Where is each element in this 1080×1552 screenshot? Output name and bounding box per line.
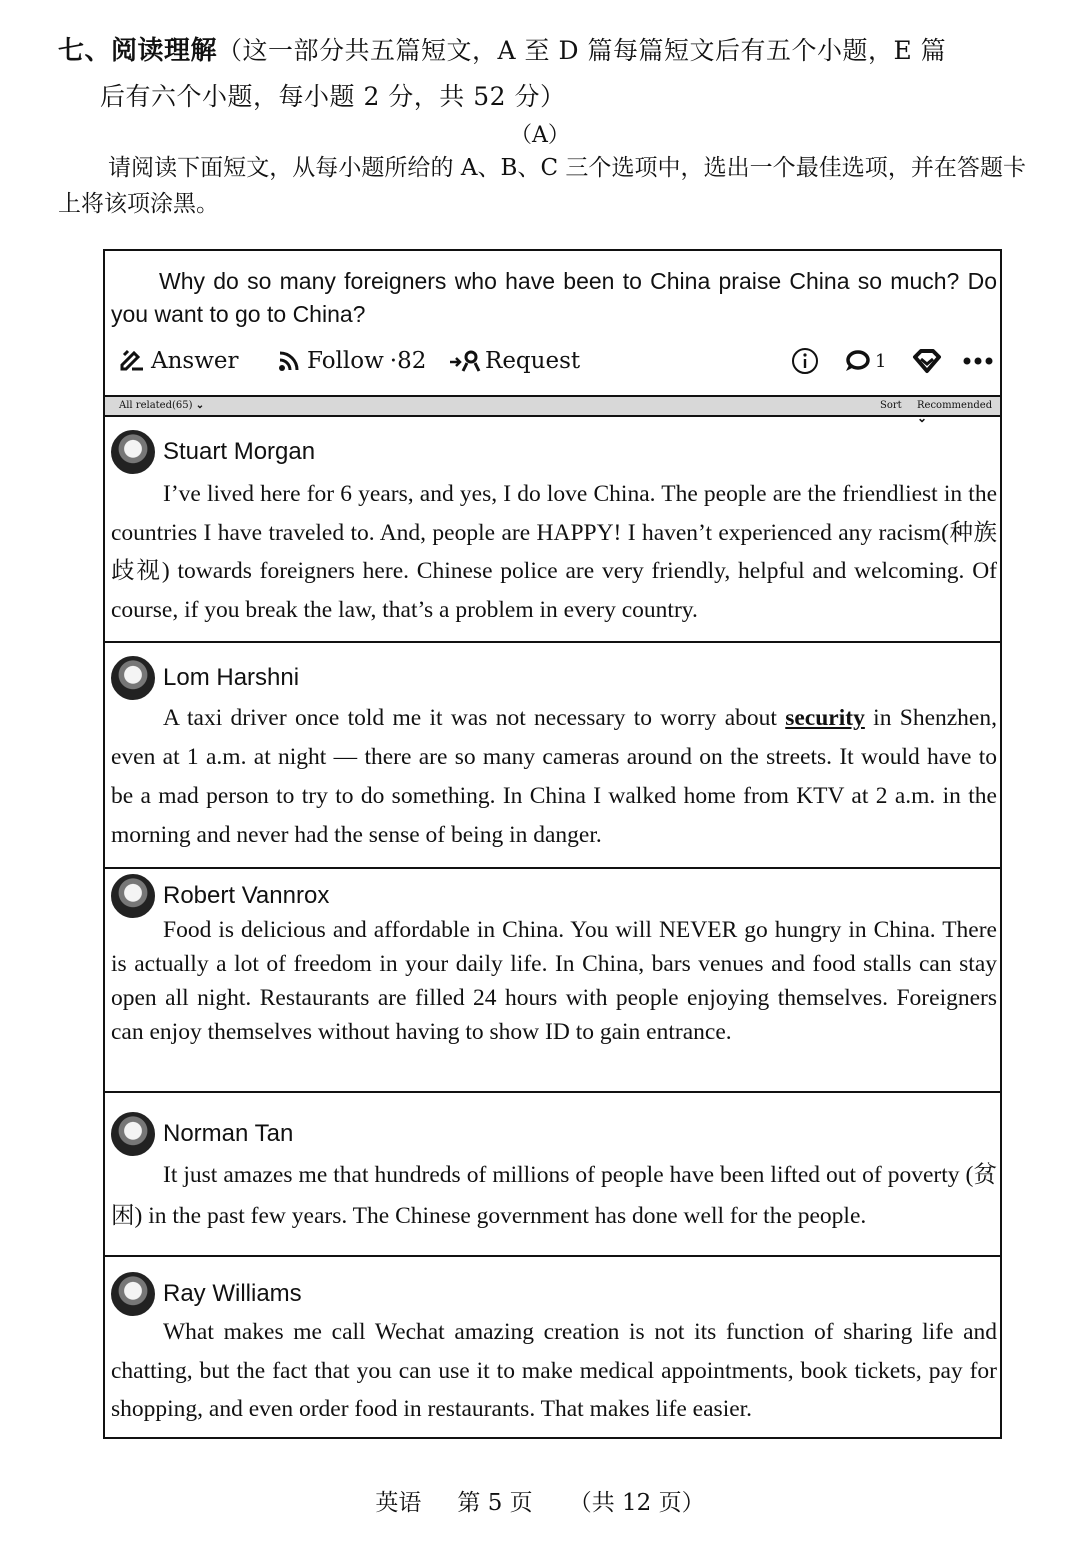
answer-author[interactable]	[111, 1111, 293, 1157]
answer-card	[105, 869, 1000, 1093]
section-intro-line1: （这一部分共五篇短文，A 至 D 篇每篇短文后有五个小题，E 篇	[217, 36, 947, 65]
avatar[interactable]	[111, 1272, 155, 1316]
rss-icon	[277, 349, 301, 373]
comment-button[interactable]	[843, 343, 886, 379]
footer-subject: 英语	[375, 1490, 422, 1516]
chevron-down-icon: ⌄	[195, 400, 205, 411]
answer-card	[105, 643, 1000, 869]
sort-value: Recommended	[917, 400, 993, 411]
request-label: Request	[485, 348, 581, 374]
pencil-icon	[119, 349, 145, 373]
avatar[interactable]	[111, 656, 155, 700]
answer-text: It just amazes me that hundreds of millions of people have been lifted out of poverty (贫困) in the past few years. The Chinese government has done well for the people.	[111, 1162, 997, 1229]
avatar[interactable]	[111, 1112, 155, 1156]
author-name[interactable]: Norman Tan	[163, 1120, 294, 1147]
author-name[interactable]: Stuart Morgan	[163, 438, 316, 465]
filter-bar	[105, 395, 1000, 425]
follow-button[interactable]	[277, 343, 426, 379]
section-title: 七、阅读理解	[58, 36, 218, 66]
all-related-dropdown[interactable]	[119, 400, 204, 411]
more-dots-icon	[963, 356, 993, 366]
answer-card	[105, 1257, 1000, 1437]
all-related-label: All related(65)	[119, 400, 193, 411]
instructions: 请阅读下面短文，从每小题所给的 A、B、C 三个选项中，选出一个最佳选项，并在答题卡上将该项涂黑。	[58, 155, 1026, 217]
answer-text-part: in Shenzhen, even at 1 a.m. at night — there are so many cameras around on the streets. It would have to be a mad person to try to do something. In China I walked home from KTV at 2 a.m. in the morning and never had the sense of being in danger.	[111, 705, 997, 848]
section-heading	[58, 28, 1038, 120]
comment-icon	[843, 349, 871, 373]
answer-card	[105, 1093, 1000, 1257]
sort-label: Sort	[880, 400, 902, 411]
answer-author[interactable]	[111, 429, 315, 475]
follow-label: Follow	[307, 348, 384, 374]
author-name[interactable]: Lom Harshni	[163, 664, 300, 691]
passage-label: （A）	[510, 123, 570, 148]
comment-count: 1	[875, 350, 887, 372]
answer-author[interactable]	[111, 655, 299, 701]
question-text: Why do so many foreigners who have been to China praise China so much? Do you want to go to China?	[111, 268, 997, 327]
info-button[interactable]	[791, 343, 819, 379]
section-intro-line2: 后有六个小题，每小题 2 分，共 52 分）	[100, 82, 566, 111]
answer-author[interactable]	[111, 1271, 302, 1317]
more-button[interactable]	[963, 343, 993, 379]
footer-page: 第 5 页	[457, 1490, 533, 1516]
page-footer	[0, 1484, 1080, 1517]
thumb-down-icon	[911, 347, 943, 375]
chevron-down-icon: ⌄	[917, 411, 928, 425]
avatar[interactable]	[111, 874, 155, 918]
answer-text: What makes me call Wechat amazing creation is not its function of sharing life and chatting, but the fact that you can use it to make medical appointments, book tickets, pay for shopping, and even order food in restaurants. That makes life easier.	[111, 1319, 997, 1422]
footer-total: （共 12 页）	[568, 1490, 705, 1516]
answer-text: I’ve lived here for 6 years, and yes, I do love China. The people are the friendliest in the countries I have traveled to. And, people are HAPPY! I haven’t experienced any racism(种族歧视) towards foreigners here. Chinese police are very friendly, helpful and welcoming. Of course, if you break the law, that’s a problem in every country.	[111, 481, 997, 623]
request-button[interactable]	[449, 343, 580, 379]
question-actions	[117, 343, 997, 379]
answer-card	[105, 417, 1000, 643]
qa-panel	[103, 249, 1002, 1439]
underlined-word: security	[785, 705, 865, 731]
answer-button[interactable]	[119, 343, 239, 379]
info-icon	[791, 347, 819, 375]
follow-count: ·82	[389, 348, 427, 374]
author-name[interactable]: Ray Williams	[163, 1280, 302, 1307]
answer-text: Food is delicious and affordable in China. You will NEVER go hungry in China. There is actually a lot of freedom in your daily life. In China, bars venues and food stalls can stay open all night. Restaurants are filled 24 hours with people enjoying themselves. Foreigners can enjoy themselves without having to show ID to gain entrance.	[111, 917, 997, 1045]
answer-text	[111, 699, 997, 855]
author-name[interactable]: Robert Vannrox	[163, 882, 330, 909]
answer-label: Answer	[151, 348, 239, 374]
request-user-icon	[449, 349, 483, 373]
avatar[interactable]	[111, 430, 155, 474]
downvote-button[interactable]	[911, 343, 943, 379]
answer-text-part: A taxi driver once told me it was not necessary to worry about	[163, 705, 786, 731]
